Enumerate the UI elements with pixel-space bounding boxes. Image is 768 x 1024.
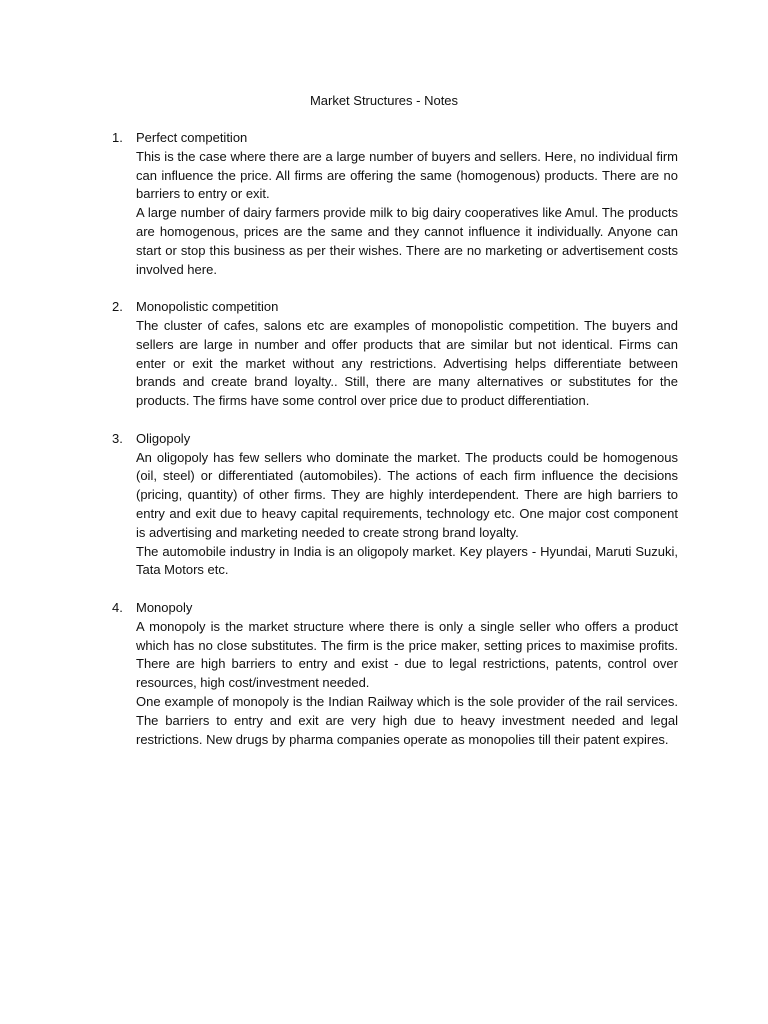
section-list [112, 129, 678, 768]
paragraph: This is the case where there are a large number of buyers and sellers. Here, no individual firm can influence the price. All firms are offering the same (homogenous) products. There are no barriers to entry or exit. [136, 148, 678, 202]
paragraph: A monopoly is the market structure where there is only a single seller who offers a product which has no close substitutes. The firm is the price maker, setting prices to maximise profits. There are high barriers to entry and exist - due to legal restrictions, patents, control over resources, high cost/investment needed. [136, 618, 678, 691]
section-heading: Oligopoly [136, 430, 191, 446]
section-monopolistic-competition [112, 298, 678, 411]
paragraph: A large number of dairy farmers provide milk to big dairy cooperatives like Amul. The products are homogenous, prices are the same and they cannot influence it individually. Anyone can start or stop this business as per their wishes. There are no marketing or advertisement costs involved here. [136, 205, 678, 277]
paragraph: The automobile industry in India is an oligopoly market. Key players - Hyundai, Maruti Suzuki, Tata Motors etc. [136, 543, 678, 578]
section-number: 4. [112, 599, 123, 615]
section-heading: Monopolistic competition [136, 299, 279, 315]
paragraph: The cluster of cafes, salons etc are examples of monopolistic competition. The buyers and sellers are large in number and offer products that are similar but not identical. Firms can enter or exit the market without any restrictions. Advertising helps differentiate between brands and create brand loyalty.. Still, there are many alternatives or substitutes for the products. The firms have some control over price due to product differentiation. [136, 317, 678, 409]
section-oligopoly [112, 430, 678, 580]
paragraph: One example of monopoly is the Indian Railway which is the sole provider of the rail services. The barriers to entry and exit are very high due to heavy investment needed and legal restrictions. New drugs by pharma companies operate as monopolies till their patent expires. [136, 693, 678, 747]
section-number: 2. [112, 299, 123, 315]
document-title: Market Structures - Notes [309, 93, 459, 108]
section-monopoly [112, 599, 678, 749]
section-heading: Perfect competition [136, 130, 248, 145]
section-number: 1. [112, 130, 123, 145]
section-perfect-competition [112, 129, 678, 279]
section-number: 3. [112, 430, 123, 446]
section-heading: Monopoly [136, 599, 193, 615]
paragraph: An oligopoly has few sellers who dominate the market. The products could be homogenous (oil, steel) or differentiated (automobiles). The actions of each firm influence the decisions (pricing, quantity) of other firms. They are highly interdependent. There are high barriers to entry and exit due to heavy capital requirements, technology etc. One major cost component is advertising and marketing needed to create strong brand loyalty. [136, 449, 678, 540]
